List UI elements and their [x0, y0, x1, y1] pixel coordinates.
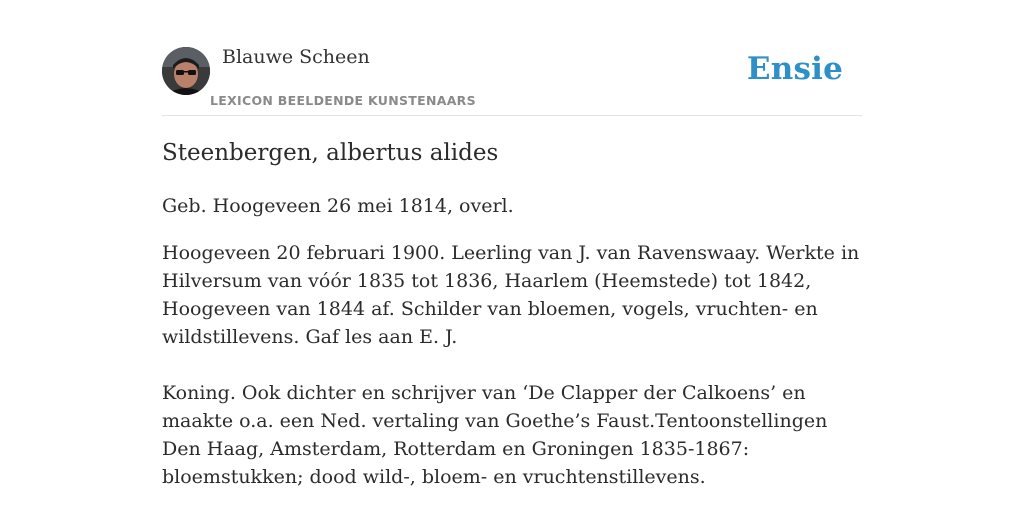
article-card: [162, 0, 862, 512]
article-paragraph-2: Hoogeveen 20 februari 1900. Leerling van J. van Ravenswaay. Werkte in Hilversum van vóór 1835 tot 1836, Haarlem (Heemstede) tot 1842, Hoogeveen van 1844 af. Schilder van bloemen, vogels, vruchten- en wildstillevens. Gaf les aan E. J.: [162, 242, 860, 348]
article-title: Steenbergen, albertus alides: [162, 140, 499, 166]
article-header: [162, 0, 862, 116]
author-name[interactable]: Blauwe Scheen: [222, 46, 370, 68]
brand-logo[interactable]: Ensie: [746, 51, 843, 87]
section-label[interactable]: LEXICON BEELDENDE KUNSTENAARS: [210, 93, 476, 108]
article-paragraph-3: Koning. Ook dichter en schrijver van ‘De Clapper der Calkoens’ en maakte o.a. een Ned. vertaling van Goethe’s Faust.Tentoonstellingen Den Haag, Amsterdam, Rotterdam en Groningen 1835-1867: bloemstukken; dood wild-, bloem- en vruchtenstillevens.: [162, 382, 828, 488]
author-avatar[interactable]: [162, 47, 210, 95]
article-paragraph-1: Geb. Hoogeveen 26 mei 1814, overl.: [162, 195, 514, 217]
avatar-portrait-icon: [162, 47, 210, 95]
